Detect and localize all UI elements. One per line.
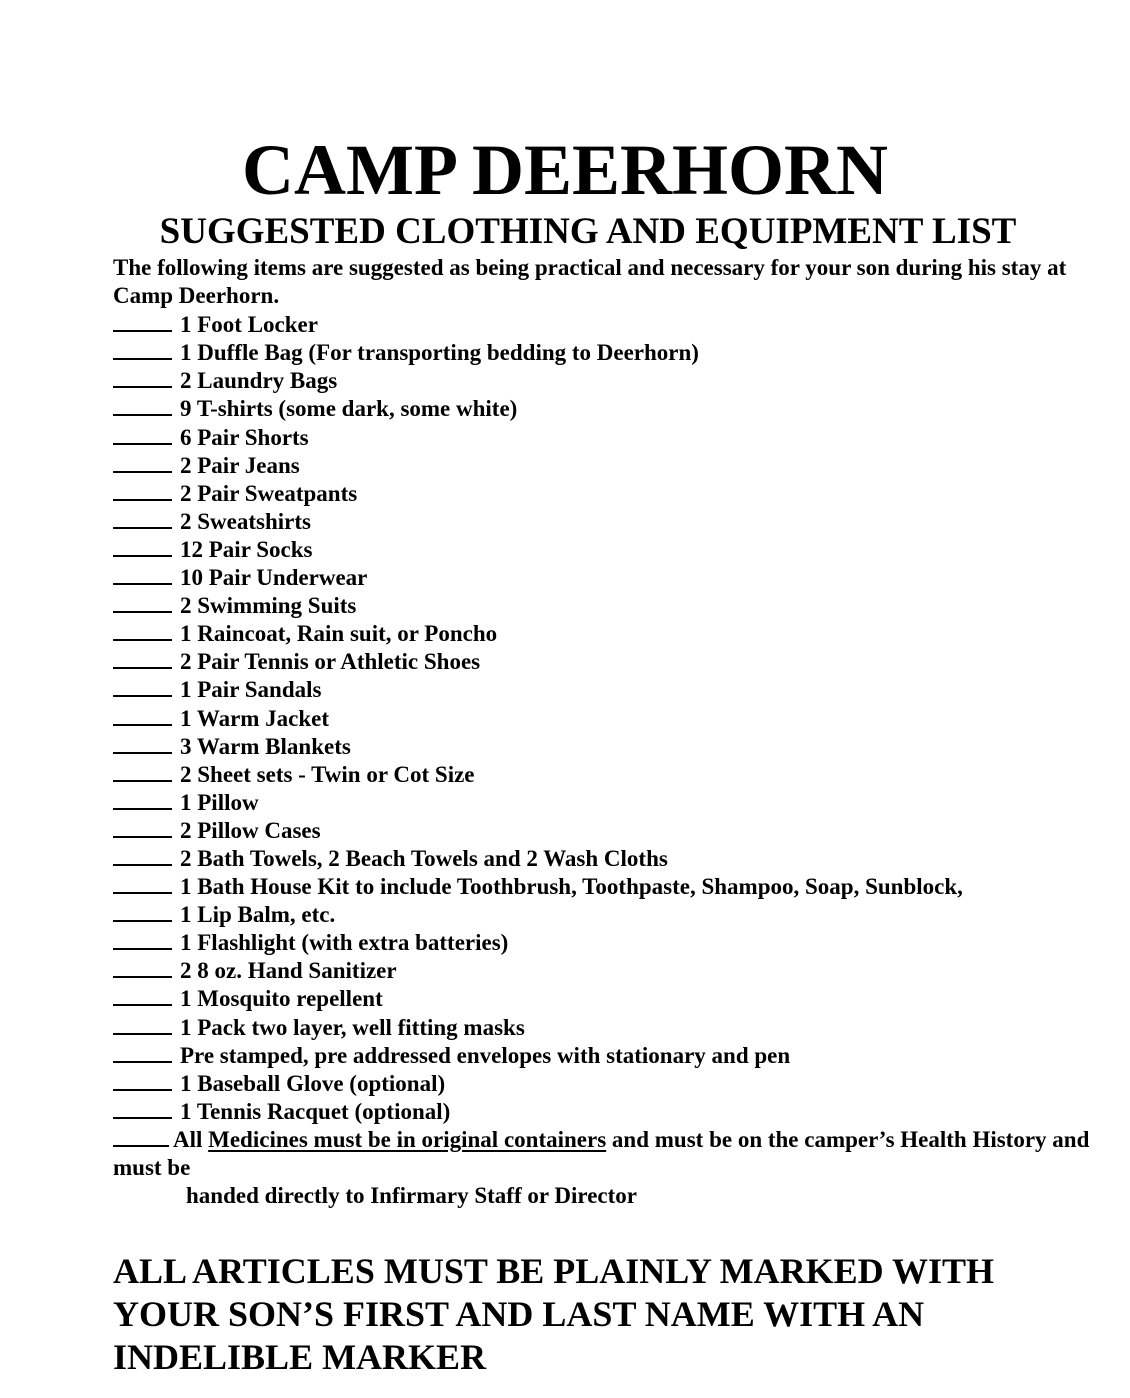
checklist-item	[113, 928, 1103, 956]
item-label: 2 Sheet sets - Twin or Cot Size	[180, 761, 475, 787]
check-blank	[113, 1069, 172, 1091]
checklist-item	[113, 956, 1103, 984]
item-label: 1 Tennis Racquet (optional)	[180, 1098, 451, 1124]
checklist-item	[113, 619, 1103, 647]
item-label: 2 Pillow Cases	[180, 817, 321, 843]
medicines-prefix: All	[173, 1126, 209, 1152]
checklist-item	[113, 591, 1103, 619]
checklist-item	[113, 338, 1103, 366]
item-label: 2 Pair Tennis or Athletic Shoes	[180, 649, 481, 675]
checklist-item	[113, 366, 1103, 394]
check-blank	[113, 760, 172, 782]
item-label: Pre stamped, pre addressed envelopes with stationary and pen	[180, 1042, 791, 1068]
check-blank	[113, 563, 172, 585]
check-blank	[113, 591, 172, 613]
check-blank	[113, 619, 172, 641]
item-label: 1 Lip Balm, etc.	[180, 902, 336, 928]
checklist-item	[113, 563, 1103, 591]
check-blank	[113, 479, 172, 501]
item-label: 1 Flashlight (with extra batteries)	[180, 930, 509, 956]
checklist-item	[113, 647, 1103, 675]
checklist-item	[113, 507, 1103, 535]
marking-notice: ALL ARTICLES MUST BE PLAINLY MARKED WITH YOUR SON’S FIRST AND LAST NAME WITH AN INDELIBLE MARKER	[113, 1251, 994, 1377]
check-blank	[113, 1125, 169, 1147]
checklist-item	[113, 479, 1103, 507]
item-label: 9 T-shirts (some dark, some white)	[180, 396, 518, 422]
medicines-suffix: and must be on the camper’s Health History and must be	[113, 1126, 1090, 1180]
item-label: 1 Warm Jacket	[180, 705, 330, 731]
check-blank	[113, 1013, 172, 1035]
document-body	[113, 254, 1103, 1210]
item-label: 2 Sweatshirts	[180, 508, 311, 534]
checklist-item	[113, 788, 1103, 816]
check-blank	[113, 816, 172, 838]
checklist-item	[113, 732, 1103, 760]
check-blank	[113, 732, 172, 754]
check-blank	[113, 928, 172, 950]
checklist-item	[113, 704, 1103, 732]
check-blank	[113, 394, 172, 416]
checklist-item	[113, 451, 1103, 479]
checklist-item	[113, 1041, 1103, 1069]
medicines-note	[113, 1125, 1103, 1182]
checklist-item	[113, 1069, 1103, 1097]
checklist-item	[113, 900, 1103, 928]
checklist-item	[113, 872, 1103, 900]
check-blank	[113, 872, 172, 894]
item-label: 2 Pair Sweatpants	[180, 480, 358, 506]
checklist-item	[113, 675, 1103, 703]
check-blank	[113, 451, 172, 473]
check-blank	[113, 956, 172, 978]
page-title: CAMP DEERHORN	[242, 130, 888, 210]
item-label: 6 Pair Shorts	[180, 424, 309, 450]
item-label: 1 Foot Locker	[180, 312, 318, 338]
checklist-item	[113, 844, 1103, 872]
item-label: 2 8 oz. Hand Sanitizer	[180, 958, 397, 984]
checklist-item	[113, 816, 1103, 844]
checklist-item	[113, 535, 1103, 563]
item-label: 2 Pair Jeans	[180, 452, 300, 478]
check-blank	[113, 366, 172, 388]
check-blank	[113, 1041, 172, 1063]
check-blank	[113, 675, 172, 697]
checklist-item	[113, 394, 1103, 422]
check-blank	[113, 535, 172, 557]
item-label: 2 Bath Towels, 2 Beach Towels and 2 Wash Cloths	[180, 845, 668, 871]
item-label: 2 Swimming Suits	[180, 593, 357, 619]
checklist-item	[113, 1097, 1103, 1125]
checklist-item	[113, 984, 1103, 1012]
checklist-item	[113, 760, 1103, 788]
check-blank	[113, 647, 172, 669]
item-label: 12 Pair Socks	[180, 536, 313, 562]
check-blank	[113, 1097, 172, 1119]
item-label: 1 Pack two layer, well fitting masks	[180, 1014, 525, 1040]
item-label: 1 Duffle Bag (For transporting bedding to Deerhorn)	[180, 340, 699, 366]
item-label: 1 Raincoat, Rain suit, or Poncho	[180, 621, 498, 647]
check-blank	[113, 788, 172, 810]
item-label: 10 Pair Underwear	[180, 565, 368, 591]
page-subtitle: SUGGESTED CLOTHING AND EQUIPMENT LIST	[159, 211, 1017, 252]
check-blank	[113, 984, 172, 1006]
check-blank	[113, 900, 172, 922]
check-blank	[113, 704, 172, 726]
check-blank	[113, 507, 172, 529]
item-label: 2 Laundry Bags	[180, 368, 338, 394]
item-label: 3 Warm Blankets	[180, 733, 351, 759]
intro-paragraph: The following items are suggested as being practical and necessary for your son during his stay at Camp Deerhorn.	[113, 255, 1067, 309]
check-blank	[113, 844, 172, 866]
item-label: 1 Pair Sandals	[180, 677, 322, 703]
check-blank	[113, 310, 172, 332]
item-label: 1 Baseball Glove (optional)	[180, 1070, 446, 1096]
checklist-item	[113, 1013, 1103, 1041]
item-label: 1 Pillow	[180, 789, 259, 815]
medicines-underlined: Medicines must be in original containers	[208, 1126, 607, 1152]
checklist-item	[113, 423, 1103, 451]
check-blank	[113, 338, 172, 360]
item-label: 1 Mosquito repellent	[180, 986, 383, 1012]
check-blank	[113, 423, 172, 445]
checklist	[113, 310, 1103, 1125]
medicines-continuation: handed directly to Infirmary Staff or Director	[186, 1183, 637, 1209]
item-label: 1 Bath House Kit to include Toothbrush, Toothpaste, Shampoo, Soap, Sunblock,	[180, 874, 963, 900]
checklist-item	[113, 310, 1103, 338]
